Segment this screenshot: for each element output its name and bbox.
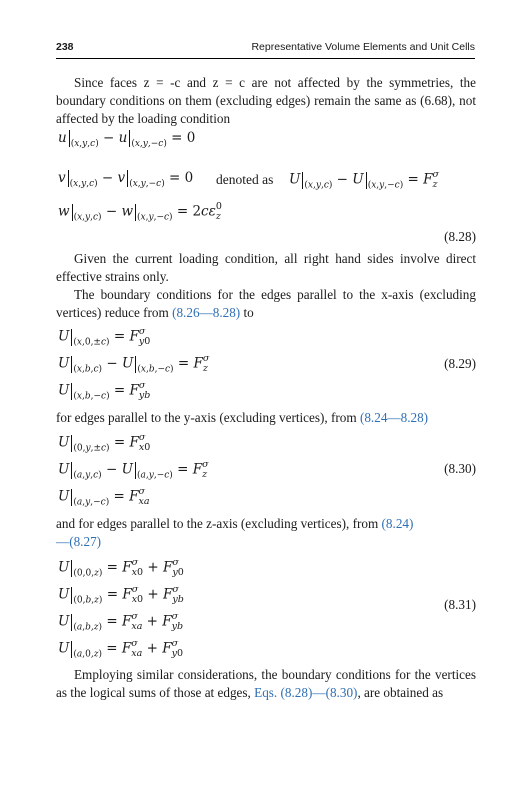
equation-number-8-29: (8.29) [444,356,476,371]
equation-y-edge-3: U $_{(a,y,-c)}$ = F σ xa [58,486,150,508]
paragraph-vertices [56,666,476,702]
equation-y-edge-1: U $_{(0,y,\pm c)}$ = F σ x0 [58,432,151,454]
equation-u: u $_{(x,y,c)}$ − u $_{(x,y,-c)}$ = 0 [58,130,196,149]
paragraph-text: , are obtained as [357,685,444,700]
paragraph-text: and for edges parallel to the z-axis (excluding vertices), from [56,516,382,531]
paragraph-text: The boundary conditions for the edges parallel to the x-axis (excluding vertices) reduce from [56,287,476,320]
equation-z-edge-4: U $_{(a,0,z)}$ = F σ xa + F σ y0 [58,638,184,660]
equation-link[interactable]: (8.24) [381,516,414,531]
paragraph-y-edges [56,409,476,427]
equation-link[interactable]: —(8.27) [56,534,102,549]
paragraph-text: Employing similar considerations, the boundary conditions for the vertices as the logical sums of those at edges, [56,667,476,700]
equation-link[interactable]: (8.24—8.28) [359,410,429,425]
paragraph-text: for edges parallel to the y-axis (excluding vertices), from [56,410,360,425]
equation-w: w $_{(x,y,c)}$ − w $_{(x,y,-c)}$ = 2cε 0 z [58,201,222,223]
paragraph-text: to [240,305,254,320]
equation-z-edge-1: U $_{(0,0,z)}$ = F σ x0 + F σ y0 [58,557,184,579]
equation-y-edge-2: U $_{(a,y,c)}$ − U $_{(a,y,-c)}$ = F σ z [58,459,209,481]
equation-z-edge-2: U $_{(0,b,z)}$ = F σ x0 + F σ yb [58,584,184,606]
paragraph-text: Since faces z = -c and z = c are not affected by the symmetries, the boundary conditions on them (excluding edges) remain the same as (6.68), not affected by the loading condition [56,75,476,126]
equation-v: v $_{(x,y,c)}$ − v $_{(x,y,-c)}$ = 0 [58,170,194,189]
equation-z-edge-3: U $_{(a,b,z)}$ = F σ xa + F σ yb [58,611,184,633]
equation-link[interactable]: (8.26—8.28) [172,305,241,320]
paragraph-x-edges [56,286,476,322]
equation-x-edge-1: U $_{(x,0,\pm c)}$ = F σ y0 [58,326,151,348]
page-number: 238 [56,41,74,53]
equation-number-8-28: (8.28) [444,229,476,244]
paragraph-intro [56,74,476,128]
equation-U-denoted: U $_{(x,y,c)}$ − U $_{(x,y,-c)}$ = F σ z [289,169,439,191]
denoted-as-label: denoted as [216,172,274,187]
paragraph-z-edges [56,515,476,551]
running-title: Representative Volume Elements and Unit Cells [251,41,475,53]
equation-x-edge-2: U $_{(x,b,c)}$ − U $_{(x,b,-c)}$ = F σ z [58,353,210,375]
running-header [56,38,475,59]
equation-number-8-31: (8.31) [444,597,476,612]
equation-number-8-30: (8.30) [444,461,476,476]
equation-x-edge-3: U $_{(x,b,-c)}$ = F σ yb [58,380,151,402]
equation-link[interactable]: Eqs. (8.28)—(8.30) [254,685,358,700]
paragraph-text: Given the current loading condition, all right hand sides involve direct effective strains only. [56,251,476,284]
paragraph-loading [56,250,476,286]
